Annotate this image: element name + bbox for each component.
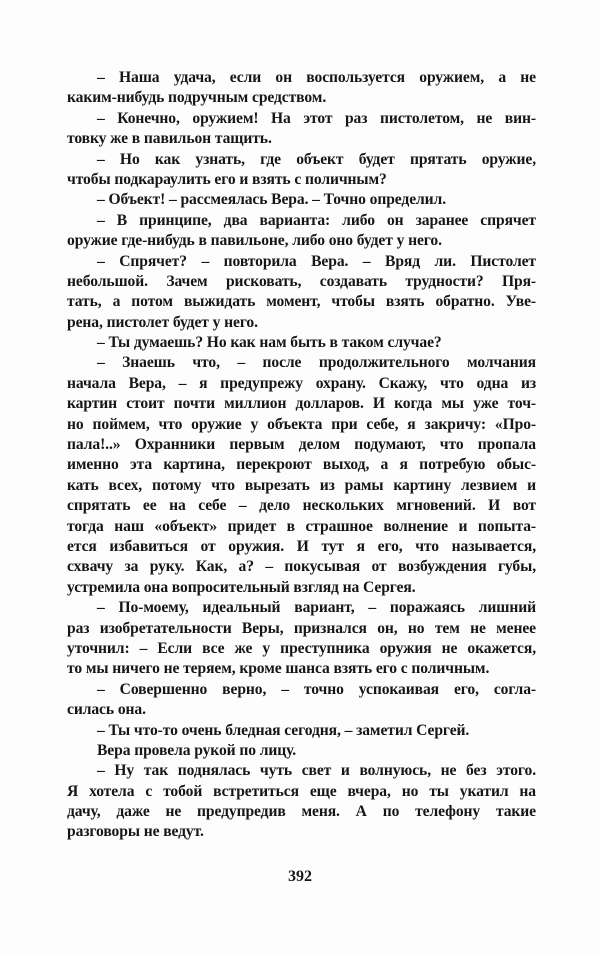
text-line: Вера провела рукой по лицу. — [97, 741, 297, 759]
text-line: товку же в павильон тащить. — [67, 130, 272, 148]
paragraph — [67, 211, 536, 252]
text-line: но поймем, что оружие у объекта при себе, я закричу: «Про- — [67, 415, 536, 433]
text-line: то мы ничего не теряем, кроме шанса взять его с поличным. — [67, 660, 490, 678]
text-line: тогда наш «объект» придет в страшное волнение и попыта- — [67, 517, 536, 535]
book-page-text — [67, 68, 536, 843]
text-line: – По-моему, идеальный вариант, – поражаясь лишний — [97, 599, 536, 617]
paragraph — [67, 68, 536, 109]
paragraph — [67, 190, 536, 210]
text-line: Я хотела с тобой встретиться еще вчера, но ты укатил на — [67, 782, 536, 800]
text-line: начала Вера, – я предупрежу охрану. Скажу, что одна из — [67, 374, 536, 392]
paragraph — [67, 333, 536, 353]
text-line: спрятать ее на себе – дело нескольких мгновений. И вот — [67, 497, 536, 515]
text-line: – Знаешь что, – после продолжительного молчания — [97, 354, 536, 372]
text-line: – Конечно, оружием! На этот раз пистолетом, не вин- — [97, 109, 536, 127]
text-line: дачу, даже не предупредив меня. А по телефону такие — [67, 803, 536, 821]
text-line: рена, пистолет будет у него. — [67, 313, 258, 331]
paragraph — [67, 680, 536, 721]
text-line: именно эта картина, перекроют выход, а я потребую обыс- — [67, 456, 536, 474]
text-line: чтобы подкараулить его и взять с поличным? — [67, 170, 387, 188]
text-line: – Ты думаешь? Но как нам быть в таком случае? — [97, 334, 442, 352]
text-line: разговоры не ведут. — [67, 823, 204, 841]
text-line: схвачу за руку. Как, а? – покусывая от возбуждения губы, — [67, 558, 536, 576]
text-line: силась она. — [67, 701, 146, 719]
paragraph — [67, 598, 536, 680]
text-line: – Ну так поднялась чуть свет и волнуюсь, не без этого. — [97, 762, 536, 780]
text-line: – Спрячет? – повторила Вера. – Вряд ли. Пистолет — [97, 252, 536, 270]
text-line: – Наша удача, если он воспользуется оружием, а не — [97, 69, 536, 86]
text-line: раз изобретательности Веры, признался он, но тем не менее — [67, 619, 536, 637]
text-line: небольшой. Зачем рисковать, создавать трудности? Пря- — [67, 272, 536, 290]
text-line: – Объект! – рассмеялась Вера. – Точно определил. — [97, 191, 446, 209]
text-line: ется избавиться от оружия. И тут я его, что называется, — [67, 537, 536, 555]
paragraph — [67, 353, 536, 598]
paragraph — [67, 109, 536, 150]
text-line: устремила она вопросительный взгляд на Сергея. — [67, 578, 416, 596]
paragraph — [67, 741, 536, 761]
paragraph — [67, 721, 536, 741]
text-line: пала!..» Охранники первым делом подумают, что пропала — [67, 436, 536, 454]
paragraph — [67, 761, 536, 843]
text-line: уточнил: – Если все же у преступника оружия не окажется, — [67, 639, 536, 657]
page-number: 392 — [288, 868, 312, 885]
text-line: – Совершенно верно, – точно успокаивая его, согла- — [97, 680, 536, 698]
text-line: картин стоит почти миллион долларов. И когда мы уже точ- — [67, 395, 536, 413]
paragraph — [67, 252, 536, 334]
paragraph — [67, 150, 536, 191]
text-line: – Ты что-то очень бледная сегодня, – заметил Сергей. — [97, 721, 470, 739]
text-line: – В принципе, два варианта: либо он заранее спрячет — [97, 211, 536, 229]
text-line: оружие где-нибудь в павильоне, либо оно будет у него. — [67, 232, 442, 250]
text-line: каким-нибудь подручным средством. — [67, 89, 327, 107]
text-line: кать всех, потому что вырезать из рамы картину лезвием и — [67, 476, 536, 494]
text-line: тать, а потом выжидать момент, чтобы взять обратно. Уве- — [67, 293, 536, 311]
text-line: – Но как узнать, где объект будет прятать оружие, — [97, 150, 536, 168]
